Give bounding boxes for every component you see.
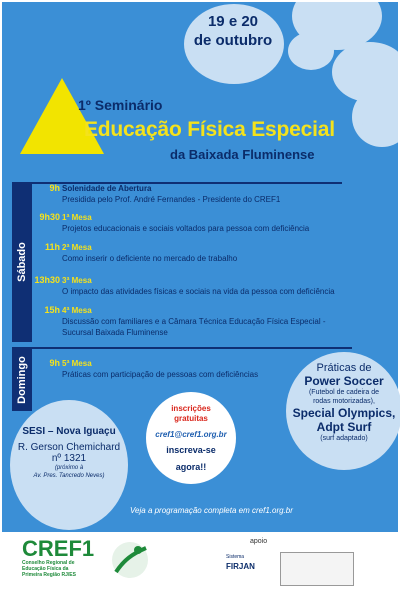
cref1-logo: [22, 536, 182, 588]
registration-cta: agora!!: [175, 462, 207, 472]
schedule-heading: Solenidade de Abertura: [62, 184, 152, 193]
registration-free: gratuitas: [174, 414, 208, 423]
registration-email-link[interactable]: cref1@cref1.org.br: [155, 430, 227, 439]
schedule-description: Como inserir o deficiente no mercado de trabalho: [62, 254, 238, 263]
practices-special-olympics: Special Olympics,: [292, 406, 396, 420]
program-link-note: Veja a programação completa em cref1.org.br: [130, 506, 293, 515]
schedule-heading: 1ª Mesa: [62, 213, 92, 222]
schedule-description: Práticas com participação de pessoas com deficiências: [62, 370, 259, 379]
practices-circle: [286, 352, 400, 470]
schedule-item: [32, 183, 352, 205]
sponsor-footer: [2, 532, 398, 592]
cref1-subtitle-line: Conselho Regional de: [22, 560, 75, 566]
registration-cta: inscreva-se: [166, 445, 216, 455]
venue-circle: [10, 400, 128, 530]
venue-street: R. Gerson Chemichard: [17, 442, 121, 453]
schedule-item: [32, 242, 352, 264]
schedule-hour: 9h: [49, 183, 60, 193]
schedule-heading: 3ª Mesa: [62, 276, 92, 285]
practices-adapted-surf: Adpt Surf: [316, 420, 372, 434]
schedule-hour: 15h: [44, 305, 60, 315]
schedule-hour: 9h: [49, 358, 60, 368]
schedule-description: Discussão com familiares e a Câmara Técnica Educação Física Especial -: [62, 317, 326, 326]
schedule-hour: 11h: [44, 242, 60, 252]
practices-power-soccer: Power Soccer: [304, 374, 384, 388]
registration-free: inscrições: [171, 404, 211, 413]
support-label: apoio: [250, 538, 268, 545]
schedule-description: Projetos educacionais e sociais voltados para pessoa com deficiência: [62, 224, 310, 233]
sponsor-logo-box: [280, 552, 354, 586]
venue-number: nº 1321: [51, 453, 87, 464]
practices-note: (Futebol de cadeira de: [308, 389, 380, 396]
schedule-description: Presidida pelo Prof. André Fernandes - Presidente do CREF1: [62, 195, 281, 204]
cref1-emblem-icon: [108, 538, 152, 582]
venue-reference: Av. Pres. Tancredo Neves): [33, 473, 105, 479]
venue-reference: (próximo à: [54, 465, 84, 471]
schedule-divider: [12, 347, 352, 349]
cref1-wordmark: CREF1: [22, 536, 95, 561]
decorative-circle: [288, 32, 334, 70]
schedule-description: O impacto das atividades físicas e sociais na vida da pessoa com deficiência: [62, 287, 335, 296]
schedule-heading: 4ª Mesa: [62, 306, 92, 315]
sunday-band: [12, 349, 32, 411]
seminar-title: Educação Física Especial: [84, 118, 335, 141]
sunday-label: Domingo: [16, 356, 28, 404]
practices-note: rodas motorizadas),: [313, 398, 375, 405]
seminar-label: 1º Seminário: [78, 97, 163, 113]
schedule-hour: 13h30: [34, 275, 60, 285]
cref1-subtitle-line: Educação Física da: [22, 566, 69, 572]
schedule-heading: 5ª Mesa: [62, 359, 92, 368]
registration-circle: [146, 392, 236, 484]
practices-intro: Práticas de: [316, 362, 372, 374]
cref1-subtitle: [22, 560, 76, 578]
firjan-logo: [226, 550, 356, 586]
schedule-description-cont: Sucursal Baixada Fluminense: [62, 328, 168, 337]
seminar-subtitle: da Baixada Fluminense: [170, 147, 315, 162]
saturday-band: [12, 182, 32, 342]
venue-name: SESI – Nova Iguaçu: [22, 426, 116, 437]
date-month: de outubro: [193, 32, 273, 49]
firjan-small-text: Sistema: [226, 554, 245, 560]
schedule-heading: 2ª Mesa: [62, 243, 92, 252]
schedule-item: [32, 275, 352, 297]
practices-note: (surf adaptado): [320, 435, 368, 442]
cref1-subtitle-line: Primeira Região RJ/ES: [22, 572, 76, 578]
event-date: [188, 12, 278, 50]
firjan-wordmark: FIRJAN: [226, 562, 255, 571]
schedule-item: [32, 305, 352, 338]
schedule-item: [32, 212, 352, 234]
date-days: 19 e 20: [207, 13, 259, 30]
saturday-label: Sábado: [16, 242, 28, 282]
yellow-triangle: [20, 78, 104, 154]
decorative-circle: [362, 104, 398, 146]
schedule-hour: 9h30: [39, 212, 60, 222]
